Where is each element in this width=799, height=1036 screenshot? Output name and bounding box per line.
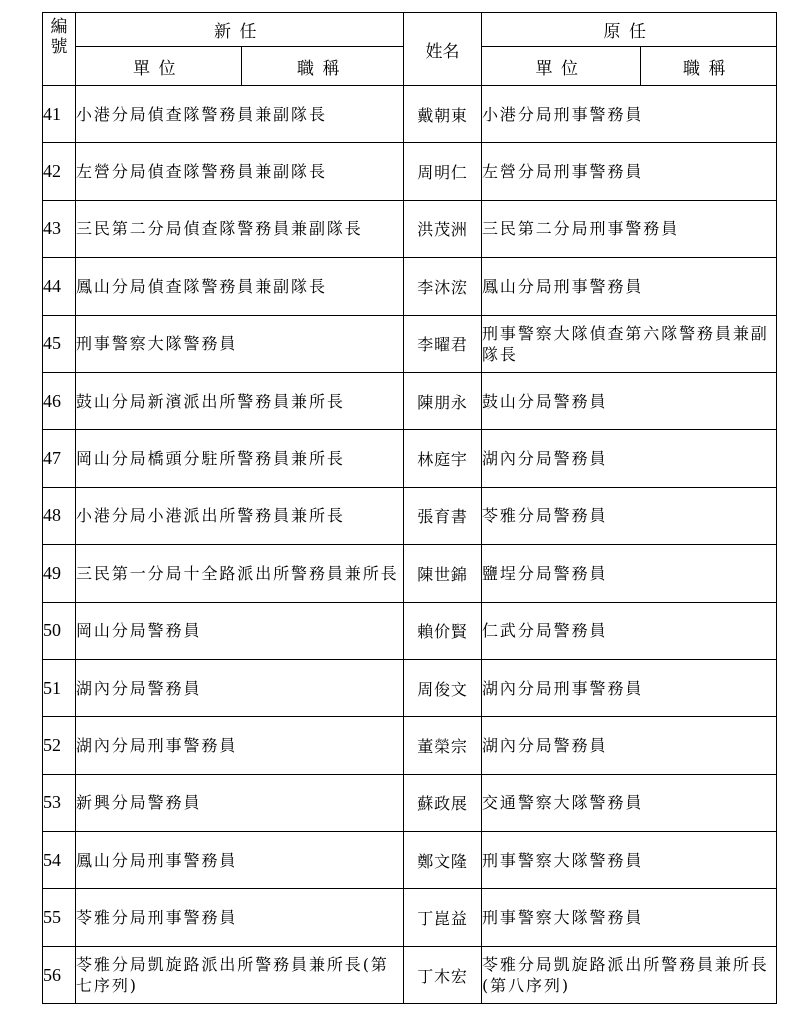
old-unit-title: 仁武分局警務員: [482, 602, 777, 659]
header-new-unit: 單位: [76, 47, 242, 86]
new-unit-title: 左營分局偵查隊警務員兼副隊長: [76, 143, 404, 200]
table-row: [43, 545, 777, 602]
new-unit-title: 三民第二分局偵查隊警務員兼副隊長: [76, 200, 404, 257]
old-unit-title: 鳳山分局刑事警務員: [482, 258, 777, 315]
person-name: 洪茂洲: [404, 200, 482, 257]
header-old-post: 原任: [482, 13, 777, 47]
table-row: [43, 774, 777, 831]
table-row: [43, 832, 777, 889]
table-row: [43, 889, 777, 946]
table-row: [43, 717, 777, 774]
new-unit-title: 湖內分局刑事警務員: [76, 717, 404, 774]
header-old-title: 職稱: [641, 47, 777, 86]
row-number: 45: [43, 315, 76, 372]
table-row: [43, 659, 777, 716]
row-number: 56: [43, 946, 76, 1003]
old-unit-title: 鼓山分局警務員: [482, 372, 777, 429]
old-unit-title: 湖內分局刑事警務員: [482, 659, 777, 716]
new-unit-title: 苓雅分局刑事警務員: [76, 889, 404, 946]
old-unit-title: 湖內分局警務員: [482, 430, 777, 487]
old-unit-title: 小港分局刑事警務員: [482, 86, 777, 143]
person-name: 丁崑益: [404, 889, 482, 946]
header-old-unit: 單位: [482, 47, 641, 86]
old-unit-title: 刑事警察大隊偵查第六隊警務員兼副隊長: [482, 315, 777, 372]
row-number: 52: [43, 717, 76, 774]
old-unit-title: 左營分局刑事警務員: [482, 143, 777, 200]
row-number: 47: [43, 430, 76, 487]
header-number-line1: 編: [50, 17, 68, 37]
old-unit-title: 三民第二分局刑事警務員: [482, 200, 777, 257]
table-row: [43, 86, 777, 143]
new-unit-title: 鳳山分局刑事警務員: [76, 832, 404, 889]
person-name: 李沐浤: [404, 258, 482, 315]
table-row: [43, 946, 777, 1003]
personnel-table: [42, 12, 777, 1004]
new-unit-title: 湖內分局警務員: [76, 659, 404, 716]
old-unit-title: 交通警察大隊警務員: [482, 774, 777, 831]
row-number: 49: [43, 545, 76, 602]
old-unit-title: 刑事警察大隊警務員: [482, 889, 777, 946]
row-number: 46: [43, 372, 76, 429]
old-unit-title: 湖內分局警務員: [482, 717, 777, 774]
header-new-post: 新任: [76, 13, 404, 47]
row-number: 41: [43, 86, 76, 143]
table-row: [43, 200, 777, 257]
person-name: 丁木宏: [404, 946, 482, 1003]
table-row: [43, 315, 777, 372]
row-number: 43: [43, 200, 76, 257]
row-number: 42: [43, 143, 76, 200]
old-unit-title: 鹽埕分局警務員: [482, 545, 777, 602]
table-row: [43, 372, 777, 429]
person-name: 張育書: [404, 487, 482, 544]
header-number-line2: 號: [50, 37, 68, 57]
person-name: 陳世錦: [404, 545, 482, 602]
person-name: 蘇政展: [404, 774, 482, 831]
table-row: [43, 602, 777, 659]
new-unit-title: 鼓山分局新濱派出所警務員兼所長: [76, 372, 404, 429]
row-number: 53: [43, 774, 76, 831]
row-number: 51: [43, 659, 76, 716]
person-name: 李曜君: [404, 315, 482, 372]
new-unit-title: 鳳山分局偵查隊警務員兼副隊長: [76, 258, 404, 315]
row-number: 44: [43, 258, 76, 315]
table-row: [43, 430, 777, 487]
table-row: [43, 487, 777, 544]
person-name: 戴朝東: [404, 86, 482, 143]
header-number: [43, 13, 76, 86]
old-unit-title: 刑事警察大隊警務員: [482, 832, 777, 889]
new-unit-title: 小港分局偵查隊警務員兼副隊長: [76, 86, 404, 143]
row-number: 54: [43, 832, 76, 889]
old-unit-title: 苓雅分局警務員: [482, 487, 777, 544]
row-number: 55: [43, 889, 76, 946]
new-unit-title: 新興分局警務員: [76, 774, 404, 831]
header-name: 姓名: [404, 13, 482, 86]
person-name: 陳朋永: [404, 372, 482, 429]
person-name: 鄭文隆: [404, 832, 482, 889]
person-name: 林庭宇: [404, 430, 482, 487]
table-row: [43, 143, 777, 200]
new-unit-title: 苓雅分局凱旋路派出所警務員兼所長(第七序列): [76, 946, 404, 1003]
person-name: 周俊文: [404, 659, 482, 716]
header-row-top: [43, 13, 777, 47]
person-name: 周明仁: [404, 143, 482, 200]
row-number: 48: [43, 487, 76, 544]
new-unit-title: 岡山分局橋頭分駐所警務員兼所長: [76, 430, 404, 487]
new-unit-title: 三民第一分局十全路派出所警務員兼所長: [76, 545, 404, 602]
new-unit-title: 小港分局小港派出所警務員兼所長: [76, 487, 404, 544]
header-new-title: 職稱: [242, 47, 404, 86]
new-unit-title: 岡山分局警務員: [76, 602, 404, 659]
old-unit-title: 苓雅分局凱旋路派出所警務員兼所長(第八序列): [482, 946, 777, 1003]
person-name: 董榮宗: [404, 717, 482, 774]
person-name: 賴价賢: [404, 602, 482, 659]
row-number: 50: [43, 602, 76, 659]
table-row: [43, 258, 777, 315]
new-unit-title: 刑事警察大隊警務員: [76, 315, 404, 372]
